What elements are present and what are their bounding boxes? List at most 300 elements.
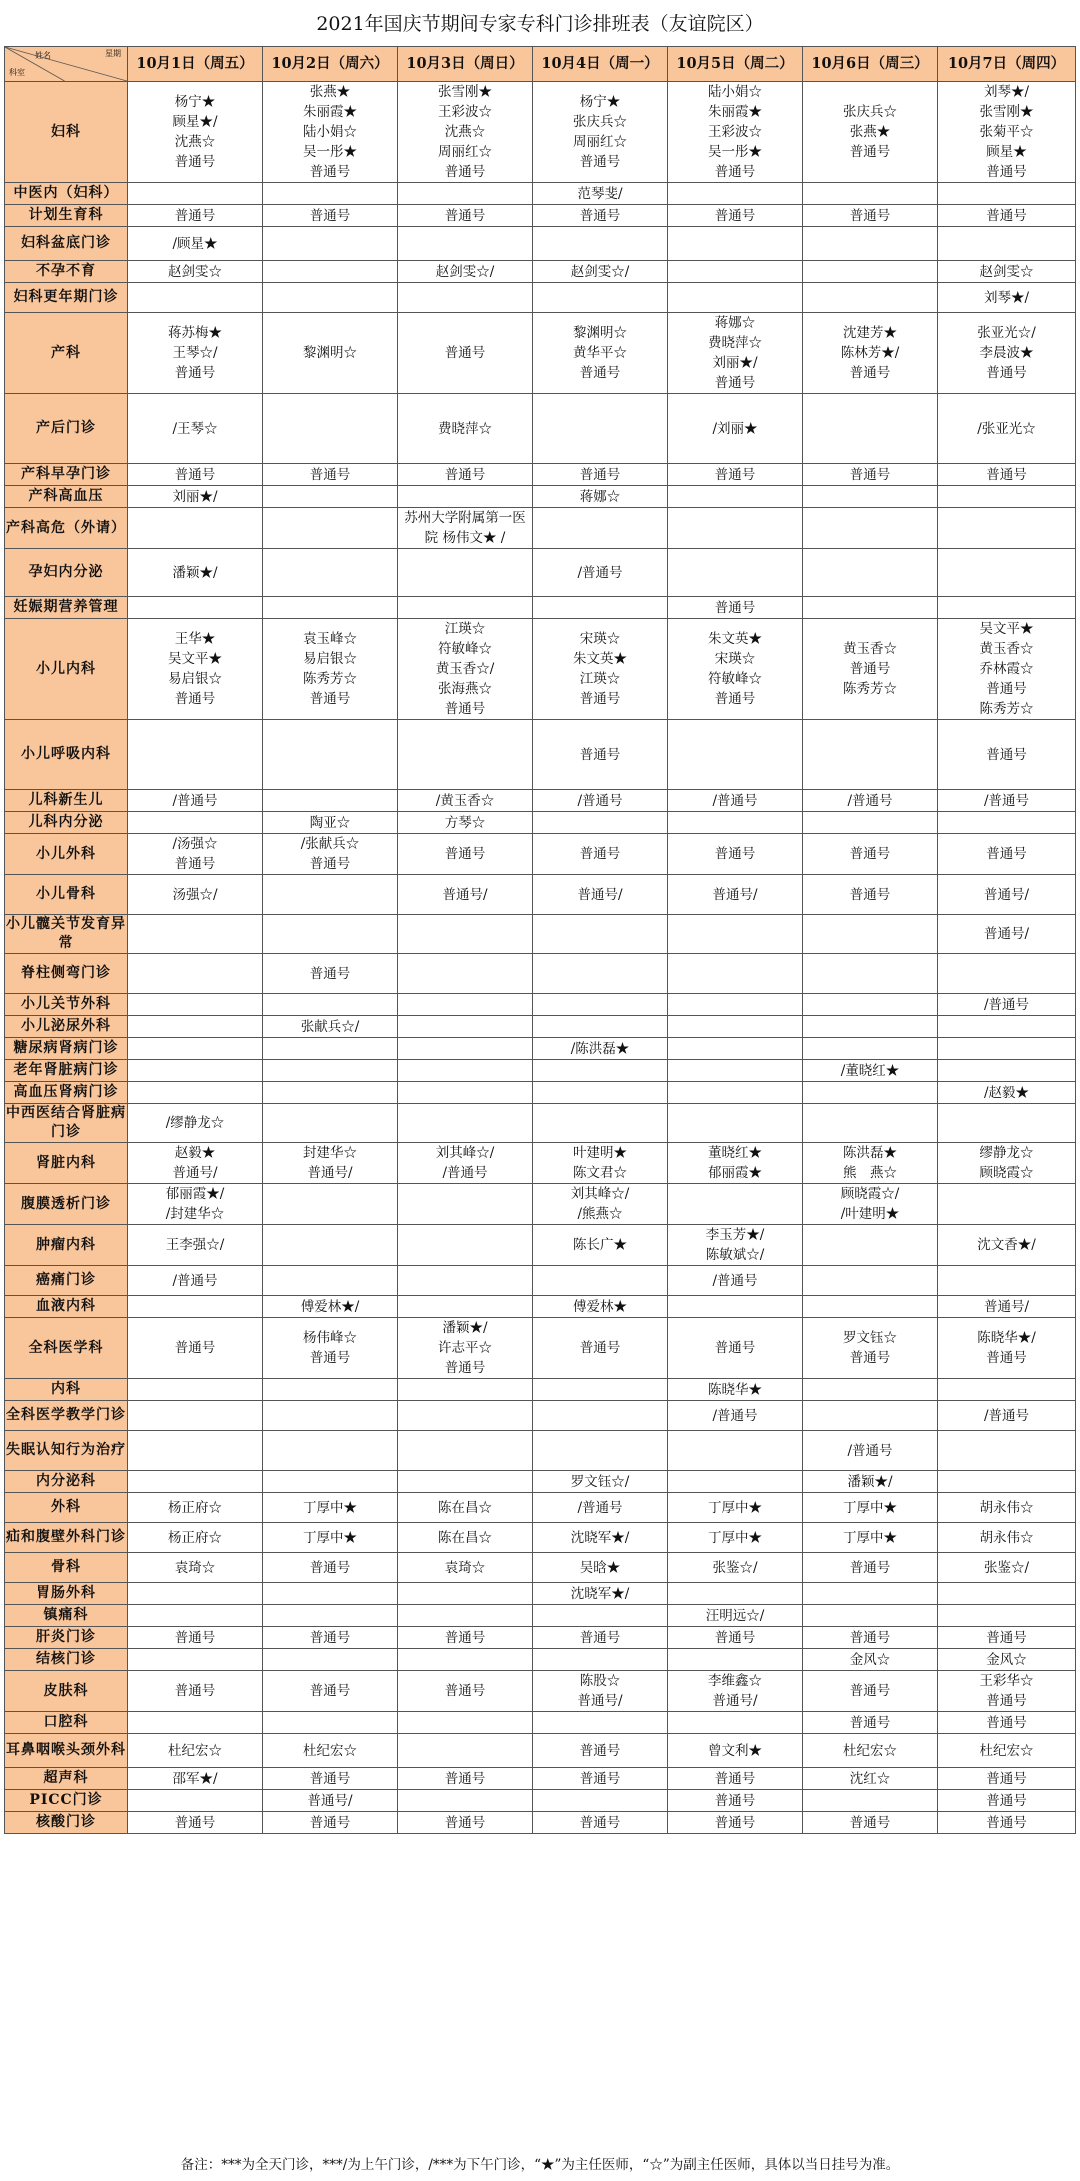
schedule-cell [128, 1493, 263, 1523]
schedule-cell [263, 1493, 398, 1523]
schedule-cell [128, 1712, 263, 1734]
schedule-cell [398, 1184, 533, 1225]
schedule-cell [938, 1523, 1076, 1553]
schedule-cell [128, 82, 263, 183]
schedule-cell [263, 1143, 398, 1184]
doctor-entry: 普通号 [579, 846, 621, 862]
schedule-cell [803, 1712, 938, 1734]
doctor-entry: 丁厚中★ [843, 1529, 897, 1546]
schedule-cell [533, 994, 668, 1016]
doctor-entry: 普通号 [986, 846, 1027, 862]
doctor-entry: 普通号 [444, 1770, 486, 1787]
doctor-entry: 普通号/ [983, 886, 1030, 903]
schedule-cell [533, 1812, 668, 1834]
schedule-cell [668, 261, 803, 283]
table-row [5, 1296, 1076, 1318]
schedule-cell [938, 834, 1076, 875]
schedule-cell [803, 227, 938, 261]
doctor-entry: 张雪刚★ [979, 104, 1034, 120]
schedule-cell [128, 915, 263, 954]
schedule-cell [938, 619, 1076, 720]
doctor-entry: 丁厚中★ [303, 1499, 357, 1516]
department-cell: 妇科 [5, 82, 128, 183]
schedule-cell [533, 1401, 668, 1431]
doctor-entry: 丁厚中★ [303, 1529, 357, 1546]
doctor-entry: 普通号 [849, 1683, 891, 1699]
doctor-entry: 普通号 [579, 691, 621, 707]
schedule-cell [533, 464, 668, 486]
doctor-entry: 普通号 [309, 164, 351, 180]
schedule-cell [263, 549, 398, 597]
schedule-cell [668, 1266, 803, 1296]
doctor-entry: 普通号 [444, 164, 486, 180]
schedule-cell [938, 261, 1076, 283]
schedule-cell [398, 283, 533, 313]
department-cell: 产科高血压 [5, 486, 128, 508]
table-row [5, 1266, 1076, 1296]
table-row [5, 1768, 1076, 1790]
doctor-entry: 陆小娟☆ [303, 124, 357, 140]
schedule-cell [668, 812, 803, 834]
doctor-entry: 刘琴★/ [983, 84, 1030, 100]
doctor-entry: 赵毅★ [174, 1145, 216, 1161]
department-cell: 小儿呼吸内科 [5, 720, 128, 790]
schedule-cell [263, 283, 398, 313]
day-header: 10月5日（周二） [668, 47, 803, 82]
doctor-entry: 刘丽★/ [172, 488, 218, 505]
schedule-cell [128, 1104, 263, 1143]
department-cell: 外科 [5, 1493, 128, 1523]
doctor-entry: /普通号 [172, 792, 218, 809]
doctor-entry: 王彩波☆ [438, 104, 492, 120]
schedule-cell [533, 486, 668, 508]
schedule-cell [128, 720, 263, 790]
schedule-cell [803, 464, 938, 486]
doctor-entry: 普通号 [714, 1814, 756, 1831]
schedule-cell [803, 1431, 938, 1471]
schedule-cell [398, 1296, 533, 1318]
schedule-cell [398, 1812, 533, 1834]
table-row [5, 619, 1076, 720]
schedule-cell [938, 82, 1076, 183]
schedule-cell [668, 1143, 803, 1184]
schedule-cell [263, 1553, 398, 1583]
schedule-cell [128, 790, 263, 812]
schedule-cell [398, 1143, 533, 1184]
schedule-cell [128, 1734, 263, 1768]
doctor-entry: 普通号 [849, 1629, 891, 1646]
doctor-entry: 普通号 [174, 1340, 216, 1356]
schedule-cell [533, 1523, 668, 1553]
schedule-cell [668, 1104, 803, 1143]
doctor-entry: 沈晓军★/ [570, 1585, 630, 1602]
doctor-entry: 普通号 [309, 691, 351, 707]
doctor-entry: 张雪刚★ [438, 84, 492, 100]
day-header: 10月2日（周六） [263, 47, 398, 82]
schedule-cell [398, 313, 533, 394]
doctor-entry: /普通号 [712, 792, 758, 809]
schedule-cell [803, 1768, 938, 1790]
doctor-entry: 普通号 [986, 1629, 1027, 1646]
schedule-cell [398, 1104, 533, 1143]
department-cell: 血液内科 [5, 1296, 128, 1318]
doctor-entry: 沈晓军★/ [570, 1529, 630, 1546]
schedule-cell [668, 82, 803, 183]
doctor-entry: 张亚光☆/ [977, 325, 1036, 341]
doctor-entry: 普通号 [986, 466, 1027, 483]
doctor-entry: 李维鑫☆ [708, 1673, 762, 1689]
schedule-cell [263, 597, 398, 619]
department-cell: 耳鼻咽喉头颈外科 [5, 1734, 128, 1768]
schedule-cell [398, 915, 533, 954]
doctor-entry: 杨宁★ [579, 94, 621, 110]
schedule-cell [128, 834, 263, 875]
schedule-cell [533, 1060, 668, 1082]
department-cell: 小儿骨科 [5, 875, 128, 915]
department-cell: 小儿髋关节发育异常 [5, 915, 128, 954]
schedule-cell [533, 1379, 668, 1401]
doctor-entry: 普通号 [444, 846, 486, 862]
doctor-entry: 朱文英★ [573, 651, 627, 667]
doctor-entry: 普通号/ [442, 886, 488, 903]
schedule-cell [668, 1671, 803, 1712]
doctor-entry: 普通号 [849, 1714, 891, 1731]
table-row [5, 394, 1076, 464]
schedule-cell [668, 834, 803, 875]
doctor-entry: 普通号 [579, 1770, 621, 1787]
doctor-entry: 蒋娜☆ [714, 315, 756, 331]
doctor-entry: 陈在昌☆ [438, 1529, 492, 1546]
doctor-entry: 普通号 [309, 1683, 351, 1699]
day-header: 10月4日（周一） [533, 47, 668, 82]
doctor-entry: 陈晓华★ [708, 1381, 762, 1398]
doctor-entry: 普通号/ [983, 1298, 1030, 1315]
schedule-cell [668, 183, 803, 205]
schedule-cell [263, 1649, 398, 1671]
table-row [5, 313, 1076, 394]
schedule-cell [803, 720, 938, 790]
schedule-cell [668, 1082, 803, 1104]
doctor-entry: 陶亚☆ [309, 814, 351, 831]
schedule-cell [398, 875, 533, 915]
doctor-entry: /普通号 [442, 1165, 488, 1181]
doctor-entry: 普通号/ [307, 1165, 353, 1181]
table-row [5, 1471, 1076, 1493]
doctor-entry: 普通号 [174, 365, 216, 381]
table-row [5, 994, 1076, 1016]
schedule-cell [533, 508, 668, 549]
department-cell: 产科早孕门诊 [5, 464, 128, 486]
schedule-cell [803, 1184, 938, 1225]
doctor-entry: 王琴☆/ [172, 345, 218, 361]
department-cell: 产科 [5, 313, 128, 394]
schedule-cell [668, 1296, 803, 1318]
doctor-entry: 罗文钰☆ [843, 1330, 897, 1346]
schedule-cell [803, 486, 938, 508]
schedule-cell [398, 1583, 533, 1605]
doctor-entry: /汤强☆ [172, 836, 218, 852]
schedule-cell [533, 1553, 668, 1583]
doctor-entry: /张献兵☆ [300, 836, 360, 852]
schedule-cell [128, 1401, 263, 1431]
doctor-entry: 普通号 [849, 1559, 891, 1576]
schedule-cell [128, 1225, 263, 1266]
doctor-entry: /黄玉香☆ [435, 792, 495, 809]
schedule-cell [803, 313, 938, 394]
schedule-cell [668, 508, 803, 549]
table-row [5, 1379, 1076, 1401]
doctor-entry: 许志平☆ [438, 1340, 492, 1356]
schedule-cell [938, 486, 1076, 508]
table-row [5, 1060, 1076, 1082]
schedule-cell [668, 1431, 803, 1471]
schedule-cell [398, 812, 533, 834]
schedule-cell [668, 1038, 803, 1060]
schedule-cell [803, 1790, 938, 1812]
schedule-cell [398, 1671, 533, 1712]
schedule-cell [263, 1605, 398, 1627]
schedule-cell [803, 915, 938, 954]
doctor-entry: 黄玉香☆/ [435, 661, 495, 677]
schedule-cell [803, 1671, 938, 1712]
doctor-entry: 普通号 [849, 144, 891, 160]
schedule-cell [398, 1266, 533, 1296]
doctor-entry: 普通号/ [577, 1693, 623, 1709]
schedule-cell [938, 1401, 1076, 1431]
schedule-cell [263, 1712, 398, 1734]
doctor-entry: 范琴斐/ [577, 185, 623, 202]
department-cell: 小儿内科 [5, 619, 128, 720]
schedule-cell [128, 464, 263, 486]
department-cell: 妊娠期营养管理 [5, 597, 128, 619]
table-row [5, 834, 1076, 875]
doctor-entry: /普通号 [577, 1499, 623, 1516]
schedule-cell [668, 1768, 803, 1790]
schedule-cell [128, 1038, 263, 1060]
doctor-entry: 杜纪宏☆ [303, 1742, 357, 1759]
footnote: 备注：***为全天门诊，***/为上午门诊，/***为下午门诊，“★”为主任医师，“☆”为副主任医师，具体以当日挂号为准。 [180, 2157, 900, 2173]
doctor-entry: 缪静龙☆ [979, 1145, 1034, 1161]
doctor-entry: 江瑛☆ [579, 671, 621, 687]
schedule-cell [938, 1790, 1076, 1812]
department-cell: 骨科 [5, 1553, 128, 1583]
doctor-entry: 张燕★ [309, 84, 351, 100]
schedule-cell [128, 1790, 263, 1812]
schedule-cell [533, 1296, 668, 1318]
department-cell: 皮肤科 [5, 1671, 128, 1712]
doctor-entry: 普通号 [714, 1629, 756, 1646]
doctor-entry: 普通号 [444, 1683, 486, 1699]
doctor-entry: 普通号 [309, 1350, 351, 1366]
doctor-entry: 费晓萍☆ [708, 335, 762, 351]
schedule-cell [668, 1627, 803, 1649]
doctor-entry: 费晓萍☆ [438, 420, 492, 437]
schedule-cell [398, 1225, 533, 1266]
schedule-cell [803, 82, 938, 183]
table-row [5, 1712, 1076, 1734]
table-row [5, 1318, 1076, 1379]
table-row [5, 1143, 1076, 1184]
schedule-cell [128, 261, 263, 283]
doctor-entry: 普通号 [714, 1340, 756, 1356]
department-cell: 小儿泌尿外科 [5, 1016, 128, 1038]
doctor-entry: 普通号 [849, 661, 891, 677]
doctor-entry: 普通号 [444, 1360, 486, 1376]
doctor-entry: 普通号 [849, 365, 891, 381]
doctor-entry: 普通号 [579, 1629, 621, 1646]
schedule-cell [938, 1318, 1076, 1379]
schedule-cell [803, 1082, 938, 1104]
schedule-cell [938, 1379, 1076, 1401]
schedule-cell [938, 183, 1076, 205]
doctor-entry: 普通号 [174, 466, 216, 483]
doctor-entry: 黎渊明☆ [303, 345, 357, 361]
department-cell: 失眠认知行为治疗 [5, 1431, 128, 1471]
doctor-entry: /普通号 [983, 792, 1030, 809]
schedule-cell [398, 1768, 533, 1790]
schedule-cell [668, 619, 803, 720]
doctor-entry: 普通号 [849, 1350, 891, 1366]
schedule-cell [533, 1712, 668, 1734]
schedule-cell [263, 1318, 398, 1379]
doctor-entry: 袁玉峰☆ [303, 631, 357, 647]
schedule-cell [803, 1605, 938, 1627]
schedule-cell [533, 261, 668, 283]
department-cell: 不孕不育 [5, 261, 128, 283]
doctor-entry: 黄华平☆ [573, 345, 627, 361]
schedule-cell [128, 597, 263, 619]
schedule-cell [128, 1184, 263, 1225]
doctor-entry: 顾星★/ [172, 114, 218, 130]
schedule-cell [803, 1016, 938, 1038]
doctor-entry: 陈洪磊★ [843, 1145, 897, 1161]
schedule-cell [398, 1649, 533, 1671]
doctor-entry: 陈文君☆ [573, 1165, 627, 1181]
doctor-entry: 刘琴★/ [983, 289, 1030, 306]
department-cell: 小儿外科 [5, 834, 128, 875]
schedule-cell [803, 261, 938, 283]
schedule-cell [263, 1184, 398, 1225]
schedule-cell [263, 82, 398, 183]
doctor-entry: 普通号 [174, 1814, 216, 1831]
doctor-entry: 郁丽霞★ [708, 1165, 762, 1181]
schedule-cell [803, 875, 938, 915]
schedule-cell [668, 205, 803, 227]
schedule-cell [263, 1379, 398, 1401]
schedule-cell [398, 1790, 533, 1812]
table-row [5, 1553, 1076, 1583]
doctor-entry: 张鉴☆/ [712, 1559, 758, 1576]
schedule-cell [263, 1225, 398, 1266]
schedule-cell [668, 954, 803, 994]
doctor-entry: 刘其峰☆/ [435, 1145, 495, 1161]
doctor-entry: 普通号 [309, 1770, 351, 1787]
schedule-cell [263, 1038, 398, 1060]
schedule-cell [938, 1296, 1076, 1318]
department-cell: 核酸门诊 [5, 1812, 128, 1834]
schedule-cell [803, 1060, 938, 1082]
schedule-cell [668, 394, 803, 464]
doctor-entry: 普通号 [579, 466, 621, 483]
doctor-entry: 易启银☆ [303, 651, 357, 667]
schedule-cell [263, 1812, 398, 1834]
schedule-cell [263, 1296, 398, 1318]
schedule-cell [668, 1605, 803, 1627]
schedule-cell [128, 1060, 263, 1082]
department-cell: 内分泌科 [5, 1471, 128, 1493]
schedule-cell [668, 1583, 803, 1605]
schedule-cell [938, 1627, 1076, 1649]
doctor-entry: 陈秀芳☆ [843, 681, 897, 697]
doctor-entry: 宋瑛☆ [714, 651, 756, 667]
doctor-entry: 赵剑雯☆ [979, 263, 1034, 280]
schedule-cell [128, 183, 263, 205]
schedule-cell [263, 205, 398, 227]
schedule-cell [533, 1493, 668, 1523]
schedule-cell [263, 619, 398, 720]
schedule-cell [128, 508, 263, 549]
doctor-entry: 陈晓华★/ [977, 1330, 1036, 1346]
doctor-entry: 普通号 [174, 1629, 216, 1646]
schedule-cell [398, 994, 533, 1016]
doctor-entry: 张庆兵☆ [573, 114, 627, 130]
schedule-cell [398, 508, 533, 549]
table-row [5, 1734, 1076, 1768]
schedule-cell [803, 1583, 938, 1605]
doctor-entry: 黄玉香☆ [843, 641, 897, 657]
schedule-cell [533, 1671, 668, 1712]
schedule-cell [938, 1266, 1076, 1296]
schedule-cell [533, 1649, 668, 1671]
schedule-cell [128, 486, 263, 508]
doctor-entry: /普通号 [712, 1407, 758, 1424]
doctor-entry: 普通号 [579, 1814, 621, 1831]
doctor-entry: 张庆兵☆ [843, 104, 897, 120]
department-cell: 脊柱侧弯门诊 [5, 954, 128, 994]
table-row [5, 915, 1076, 954]
doctor-entry: 普通号 [986, 681, 1027, 697]
schedule-cell [668, 1184, 803, 1225]
department-cell: 全科医学教学门诊 [5, 1401, 128, 1431]
corner-label-weekday: 星期 [105, 49, 121, 58]
doctor-entry: /普通号 [712, 1272, 758, 1289]
doctor-entry: 普通号 [309, 1629, 351, 1646]
schedule-cell [263, 1627, 398, 1649]
department-cell: 内科 [5, 1379, 128, 1401]
schedule-cell [668, 464, 803, 486]
schedule-cell [668, 915, 803, 954]
doctor-entry: /封建华☆ [165, 1206, 225, 1222]
schedule-cell [263, 812, 398, 834]
doctor-entry: 普通号 [986, 207, 1027, 224]
doctor-entry: 沈红☆ [849, 1770, 891, 1787]
doctor-entry: 江瑛☆ [444, 621, 486, 637]
schedule-cell [803, 1296, 938, 1318]
doctor-entry: 符敏峰☆ [708, 671, 762, 687]
doctor-entry: 普通号 [579, 746, 621, 763]
schedule-cell [533, 1318, 668, 1379]
table-row [5, 1184, 1076, 1225]
schedule-cell [938, 1060, 1076, 1082]
table-row [5, 464, 1076, 486]
schedule-cell [398, 1712, 533, 1734]
schedule-cell [533, 1143, 668, 1184]
department-cell: PICC门诊 [5, 1790, 128, 1812]
table-row [5, 597, 1076, 619]
table-row [5, 1082, 1076, 1104]
department-cell: 肾脏内科 [5, 1143, 128, 1184]
schedule-cell [938, 1225, 1076, 1266]
